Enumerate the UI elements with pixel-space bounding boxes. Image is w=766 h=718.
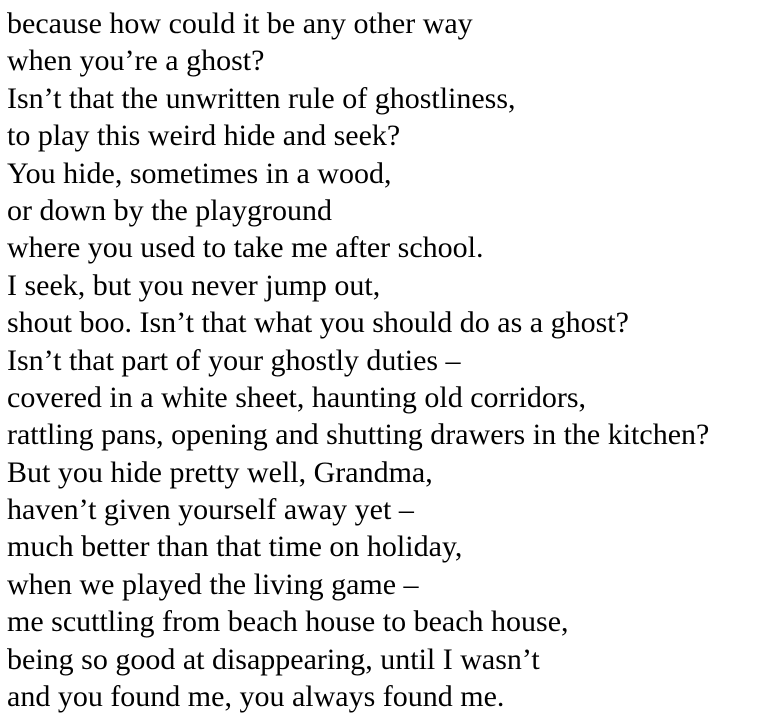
poem-line: because how could it be any other way bbox=[7, 7, 473, 40]
poem-line: when you’re a ghost? bbox=[7, 44, 265, 78]
poem-line: being so good at disappearing, until I wasn’t bbox=[7, 642, 540, 676]
poem-line: me scuttling from beach house to beach house, bbox=[7, 605, 569, 639]
poem-line: Isn’t that the unwritten rule of ghostliness, bbox=[7, 81, 516, 115]
poem-line: when we played the living game – bbox=[7, 567, 419, 601]
poem-line: and you found me, you always found me. bbox=[7, 680, 505, 714]
poem-line: I seek, but you never jump out, bbox=[7, 268, 381, 302]
poem-line: But you hide pretty well, Grandma, bbox=[7, 455, 433, 489]
poem-line: haven’t given yourself away yet – bbox=[7, 493, 414, 527]
poem-line: You hide, sometimes in a wood, bbox=[7, 156, 392, 190]
poem-line: where you used to take me after school. bbox=[7, 231, 484, 265]
poem-line: rattling pans, opening and shutting drawers in the kitchen? bbox=[7, 418, 710, 452]
poem-line: covered in a white sheet, haunting old corridors, bbox=[7, 380, 586, 414]
poem-line: much better than that time on holiday, bbox=[7, 530, 463, 564]
poem-line: Isn’t that part of your ghostly duties – bbox=[7, 343, 461, 377]
poem-line: to play this weird hide and seek? bbox=[7, 119, 401, 153]
poem-line: shout boo. Isn’t that what you should do as a ghost? bbox=[7, 306, 629, 340]
poem-line: or down by the playground bbox=[7, 193, 332, 227]
